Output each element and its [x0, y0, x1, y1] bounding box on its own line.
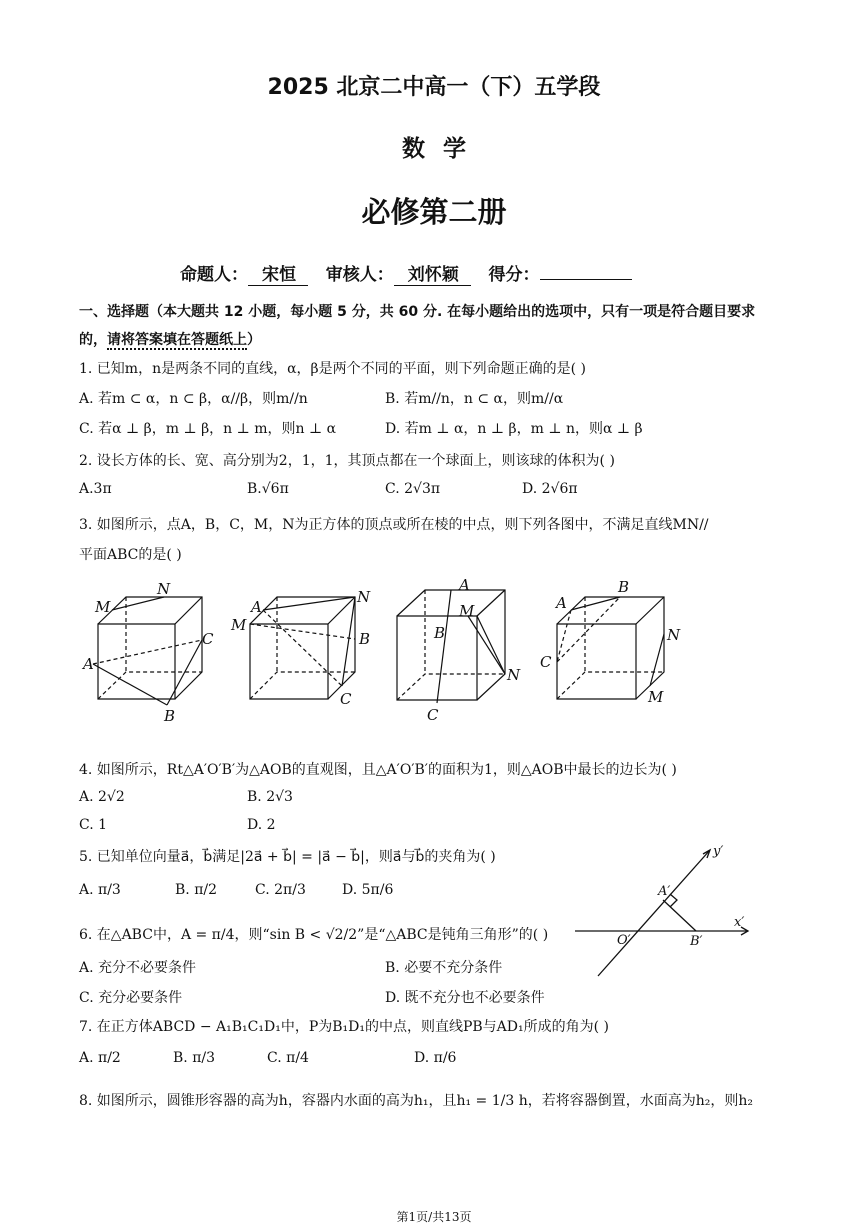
q2-option-a: A.3π: [79, 481, 112, 497]
q3-cube-figures: [75, 572, 795, 727]
q5-option-a: A. π/3: [79, 882, 121, 898]
axes-label-x: x′: [734, 915, 745, 930]
cube2-label-m: M: [231, 616, 247, 634]
q4-option-c: C. 1: [79, 817, 108, 833]
cube1-label-n: N: [157, 580, 171, 598]
cube3-label-b: B: [434, 624, 446, 642]
section-suffix: ）: [247, 332, 261, 348]
q8-stem: 8. 如图所示，圆锥形容器的高为h，容器内水面的高为h₁，且h₁ = 1/3 h，若将容器倒置，水面高为h₂，则h₂: [79, 1093, 753, 1109]
cube-3: [397, 590, 505, 703]
cube2-label-a: A: [251, 598, 262, 616]
axes-label-b: B′: [690, 934, 703, 949]
q5-option-d: D. 5π/6: [342, 882, 394, 898]
q5-stem: 5. 已知单位向量a⃗，b⃗满足|2a⃗ + b⃗| = |a⃗ − b⃗|，则a⃗与b⃗的夹角为( ): [79, 849, 496, 865]
q2-stem: 2. 设长方体的长、宽、高分别为2，1，1，其顶点都在一个球面上，则该球的体积为( ): [79, 453, 615, 469]
q2-option-b: B.√6π: [247, 481, 289, 497]
q1-option-b: B. 若m//n，n ⊂ α，则m//α: [385, 391, 564, 407]
q7-option-b: B. π/3: [173, 1050, 216, 1066]
q7-option-c: C. π/4: [267, 1050, 309, 1066]
q7-option-d: D. π/6: [414, 1050, 457, 1066]
cube4-label-b: B: [618, 578, 630, 596]
cube3-label-a: A: [459, 576, 470, 594]
cube2-label-n: N: [357, 588, 371, 606]
axes-label-y: y′: [713, 844, 724, 859]
cube4-label-a: A: [556, 594, 567, 612]
cube3-label-c: C: [427, 706, 439, 724]
q6-option-c: C. 充分必要条件: [79, 990, 183, 1006]
section-header-line1: 一、选择题（本大题共 12 小题，每小题 5 分，共 60 分. 在每小题给出的选项中，只有一项是符合题目要求: [79, 304, 756, 320]
cube4-label-c: C: [540, 653, 552, 671]
q2-option-d: D. 2√6π: [522, 481, 578, 497]
cube4-label-n: N: [667, 626, 681, 644]
subject-title: 数学: [402, 136, 484, 162]
axes-label-a: A′: [658, 884, 671, 899]
q4-option-a: A. 2√2: [79, 789, 125, 805]
book-title: 必修第二册: [361, 195, 507, 229]
axes-label-o: O′: [617, 933, 631, 948]
q5-option-c: C. 2π/3: [255, 882, 306, 898]
q4-stem: 4. 如图所示，Rt△A′O′B′为△AOB的直观图，且△A′O′B′的面积为1，则△AOB中最长的边长为( ): [79, 762, 677, 778]
q6-option-b: B. 必要不充分条件: [385, 960, 503, 976]
cube-4: [557, 597, 664, 699]
cube2-label-b: B: [359, 630, 371, 648]
q7-stem: 7. 在正方体ABCD − A₁B₁C₁D₁中，P为B₁D₁的中点，则直线PB与AD₁所成的角为( ): [79, 1019, 610, 1035]
setter-name: 宋恒: [248, 260, 308, 286]
cube1-label-b: B: [164, 707, 176, 725]
q6-option-d: D. 既不充分也不必要条件: [385, 990, 545, 1006]
q1-option-d: D. 若m ⊥ α，n ⊥ β，m ⊥ n，则α ⊥ β: [385, 421, 643, 437]
cube1-label-c: C: [202, 630, 214, 648]
cube4-label-m: M: [648, 688, 664, 706]
cube2-label-c: C: [340, 690, 352, 708]
q6-stem: 6. 在△ABC中，A = π/4，则“sin B < √2/2”是“△ABC是钝角三角形”的( ): [79, 927, 549, 943]
reviewer-label: 审核人：: [325, 265, 394, 285]
cube3-label-n: N: [507, 666, 521, 684]
setter-label: 命题人：: [180, 265, 248, 285]
section-dotted-note: 请将答案填在答题纸上: [107, 332, 247, 348]
exam-title: 2025 北京二中高一（下）五学段: [267, 75, 601, 100]
q4-oblique-axes-figure: [570, 838, 760, 983]
q1-option-c: C. 若α ⊥ β，m ⊥ β，n ⊥ m，则n ⊥ α: [79, 421, 337, 437]
q1-option-a: A. 若m ⊂ α，n ⊂ β，α//β，则m//n: [79, 391, 308, 407]
cube-2: [250, 597, 355, 699]
score-label: 得分：: [488, 265, 540, 285]
cube3-label-m: M: [459, 602, 475, 620]
cube1-label-a: A: [83, 655, 94, 673]
reviewer-name: 刘怀颖: [394, 260, 471, 286]
q6-option-a: A. 充分不必要条件: [79, 960, 197, 976]
author-line: [180, 260, 632, 286]
section-prefix: 的，: [79, 332, 107, 348]
q3-stem-line2: 平面ABC的是( ): [79, 547, 182, 563]
page-footer: 第1页/共13页: [396, 1210, 472, 1224]
section-header-line2: [79, 329, 261, 349]
q2-option-c: C. 2√3π: [385, 481, 441, 497]
q1-stem: 1. 已知m，n是两条不同的直线，α，β是两个不同的平面，则下列命题正确的是( ): [79, 361, 587, 377]
q7-option-a: A. π/2: [79, 1050, 121, 1066]
q5-option-b: B. π/2: [175, 882, 218, 898]
q4-option-b: B. 2√3: [247, 789, 293, 805]
q4-option-d: D. 2: [247, 817, 276, 833]
score-blank: [540, 263, 632, 280]
cube1-label-m: M: [95, 598, 111, 616]
q3-stem-line1: 3. 如图所示，点A，B，C，M，N为正方体的顶点或所在棱的中点，则下列各图中，不满足直线MN//: [79, 517, 709, 533]
